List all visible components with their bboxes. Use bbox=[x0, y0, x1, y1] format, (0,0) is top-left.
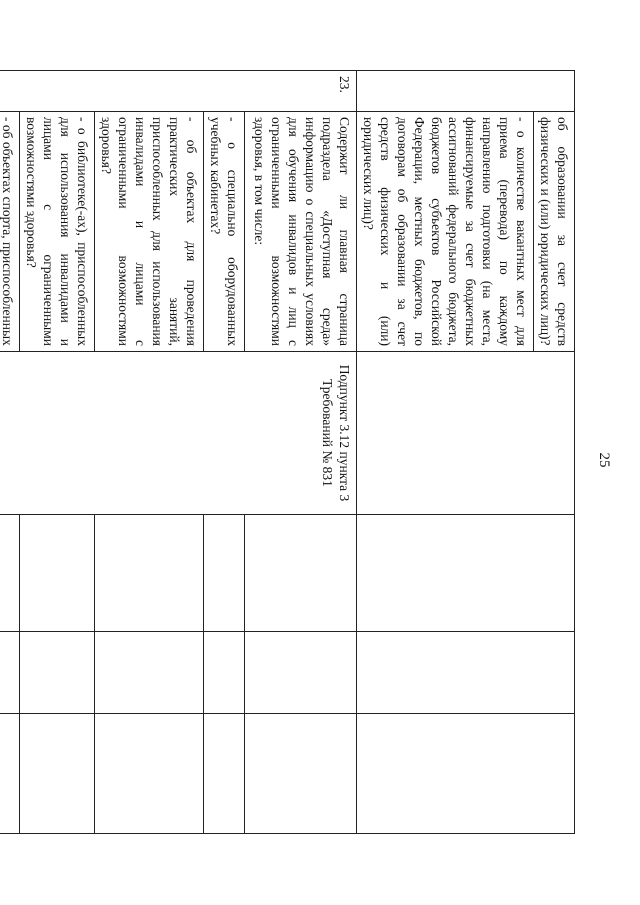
empty-cell bbox=[245, 632, 357, 714]
empty-cell bbox=[357, 515, 575, 632]
empty-cell bbox=[0, 714, 20, 834]
basis-cell: Подпункт 3.12 пункта 3 Требований № 831 bbox=[0, 352, 357, 515]
page-number: 25 bbox=[596, 452, 612, 468]
question-text: - об объектах для проведения практических занятий, приспособленных для использования инвалидами и лицами с ограниченными возможностями здоровья? bbox=[99, 117, 199, 346]
row-number-cell bbox=[357, 71, 575, 112]
basis-cell bbox=[357, 352, 575, 515]
question-part bbox=[357, 112, 534, 352]
question-part bbox=[534, 112, 575, 352]
empty-cell bbox=[20, 714, 95, 834]
empty-cell bbox=[204, 632, 245, 714]
question-part bbox=[0, 112, 20, 352]
empty-cell bbox=[204, 714, 245, 834]
empty-cell bbox=[204, 515, 245, 632]
question-text: - о количестве вакантных мест для приема (перевода) по каждому направлению подготовки (на места, финансируемые за счет бюджетных ассигнований федерального бюджета, бюджетов субъектов Российской Федерации, местных бюджетов, по договорам об образовании за счет средств физических и (или) юридических лиц)? bbox=[361, 117, 529, 346]
question-text: Содержит ли главная страница подраздела «Доступная среда» информацию о специальных условиях для обучения инвалидов и лиц с ограниченными возможностями здоровья, в том числе: bbox=[252, 117, 352, 346]
empty-cell bbox=[0, 632, 20, 714]
row-number-cell: 23. bbox=[0, 71, 357, 112]
question-text: - об объектах спорта, приспособленных bbox=[0, 117, 15, 346]
question-text: об образовании за счет средств физических и (или) юридических лиц)? bbox=[538, 117, 570, 346]
empty-cell bbox=[357, 632, 575, 714]
empty-cell bbox=[95, 632, 204, 714]
question-part bbox=[204, 112, 245, 352]
question-text: - о специально оборудованных учебных кабинетах? bbox=[208, 117, 240, 346]
empty-cell bbox=[0, 515, 20, 632]
empty-cell bbox=[245, 714, 357, 834]
question-part bbox=[95, 112, 204, 352]
question-part bbox=[245, 112, 357, 352]
empty-cell bbox=[20, 515, 95, 632]
empty-cell bbox=[357, 714, 575, 834]
empty-cell bbox=[20, 632, 95, 714]
question-part bbox=[20, 112, 95, 352]
empty-cell bbox=[245, 515, 357, 632]
requirements-table bbox=[0, 70, 575, 834]
question-text: - о библиотеке(-ах), приспособленных для использования инвалидами и лицами с ограниченными возможностями здоровья? bbox=[24, 117, 90, 346]
empty-cell bbox=[95, 515, 204, 632]
empty-cell bbox=[95, 714, 204, 834]
